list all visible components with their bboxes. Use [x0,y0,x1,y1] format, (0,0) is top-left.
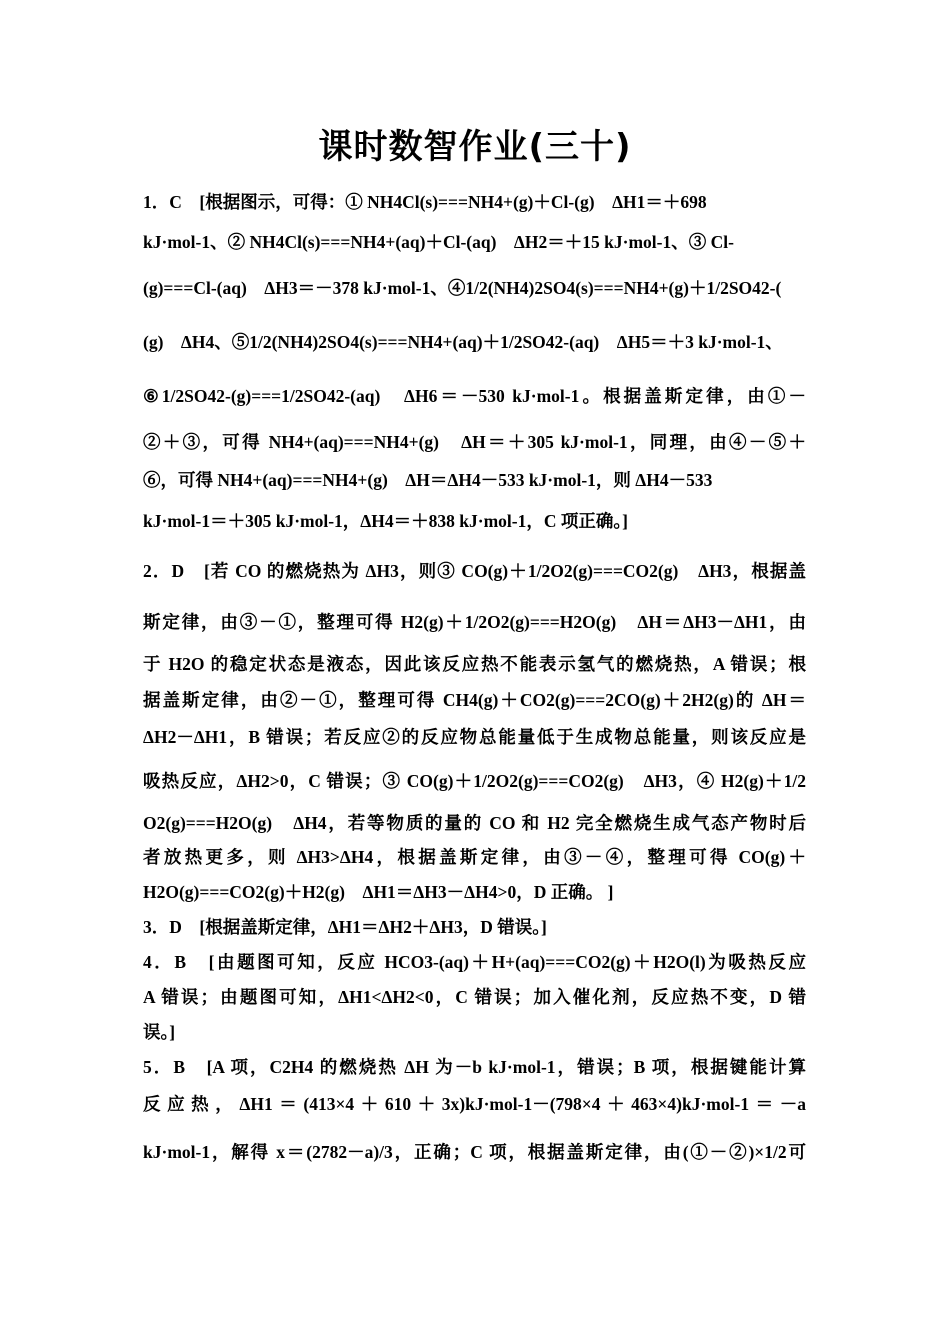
answer-line: (g) ΔH4、⑤1/2(NH4)2SO4(s)===NH4+(aq)＋1/2SO42-(aq) ΔH5＝＋3 kJ·mol-1、 [143,332,783,352]
answer-line: A 错误；由题图可知，ΔH1<ΔH2<0，C 错误；加入催化剂，反应热不变，D 错 [143,987,806,1007]
page-title: 课时数智作业(三十) [318,127,632,167]
answer-line: kJ·mol-1＝＋305 kJ·mol-1，ΔH4＝＋838 kJ·mol-1，C 项正确。] [143,511,628,531]
answer-line: ②＋③，可得 NH4+(aq)===NH4+(g) ΔH＝＋305 kJ·mol-1，同理，由④－⑤＋ [143,432,806,452]
answer-line: 者放热更多，则 ΔH3>ΔH4，根据盖斯定律，由③－④，整理可得 CO(g)＋ [143,847,806,867]
answer-line: ΔH2－ΔH1，B 错误；若反应②的反应物总能量低于生成物总能量，则该反应是 [143,727,806,747]
answer-line: 误。] [143,1022,176,1042]
answer-content [143,182,806,1180]
answer-line: 2．D [若 CO 的燃烧热为 ΔH3，则③ CO(g)＋1/2O2(g)===CO2(g) ΔH3，根据盖 [143,561,806,581]
answer-line: 反应热，ΔH1＝(413×4＋610＋3x)kJ·mol-1－(798×4＋463×4)kJ·mol-1＝－a [143,1094,806,1114]
answer-line: kJ·mol-1、② NH4Cl(s)===NH4+(aq)＋Cl-(aq) ΔH2＝＋15 kJ·mol-1、③ Cl- [143,232,734,252]
answer-line: ⑥1/2SO42-(g)===1/2SO42-(aq) ΔH6＝－530 kJ·mol-1。根据盖斯定律，由①－ [143,386,806,406]
answer-line: 吸热反应，ΔH2>0，C 错误；③ CO(g)＋1/2O2(g)===CO2(g) ΔH3，④ H2(g)＋1/2 [143,771,806,791]
answer-line: O2(g)===H2O(g) ΔH4，若等物质的量的 CO 和 H2 完全燃烧生成气态产物时后 [143,813,806,833]
answer-line: 于 H2O 的稳定状态是液态，因此该反应热不能表示氢气的燃烧热，A 错误；根 [143,654,806,674]
answer-line: 斯定律，由③－①，整理可得 H2(g)＋1/2O2(g)===H2O(g) ΔH＝ΔH3－ΔH1，由 [143,612,806,632]
answer-line: 4．B [由题图可知，反应 HCO3-(aq)＋H+(aq)===CO2(g)＋H2O(l)为吸热反应 [143,952,806,972]
answer-line: H2O(g)===CO2(g)＋H2(g) ΔH1＝ΔH3－ΔH4>0，D 正确。 ] [143,882,614,902]
answer-line: 5．B [A 项，C2H4 的燃烧热 ΔH 为－b kJ·mol-1，错误；B 项，根据键能计算 [143,1057,806,1077]
answer-line: ⑥，可得 NH4+(aq)===NH4+(g) ΔH＝ΔH4－533 kJ·mol-1，则 ΔH4－533 [143,470,713,490]
answer-line: 3．D [根据盖斯定律，ΔH1＝ΔH2＋ΔH3，D 错误。] [143,917,547,937]
answer-line: kJ·mol-1，解得 x＝(2782－a)/3，正确；C 项，根据盖斯定律，由(①－②)×1/2可 [143,1142,806,1162]
answer-line: 据盖斯定律，由②－①，整理可得 CH4(g)＋CO2(g)===2CO(g)＋2H2(g)的 ΔH＝ [143,690,806,710]
answer-line: (g)===Cl-(aq) ΔH3＝－378 kJ·mol-1、④1/2(NH4)2SO4(s)===NH4+(g)＋1/2SO42-( [143,278,782,298]
answer-line: 1．C [根据图示，可得：① NH4Cl(s)===NH4+(g)＋Cl-(g) ΔH1＝＋698 [143,192,707,212]
